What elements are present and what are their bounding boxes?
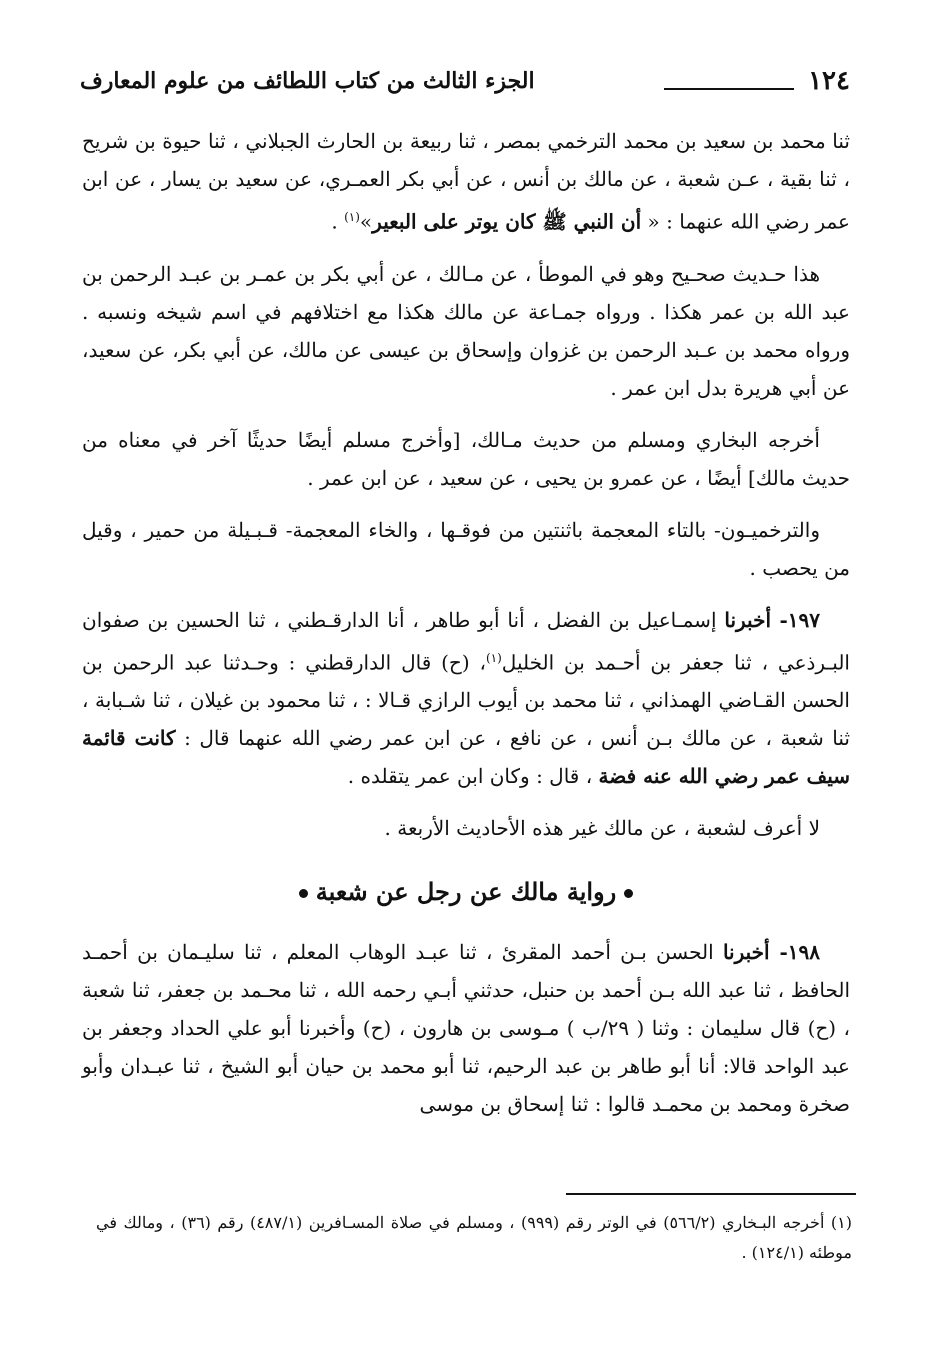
hadith-text-197: كانت قائمة سيف عمر رضي الله عنه فضة bbox=[82, 726, 850, 789]
footnote-1: (١) أخرجه البـخاري (٥٦٦/٢) في الوتر رقم (٩٩٩) ، ومسلم في صلاة المسـافرين (٤٨٧/١) رقم (٣٦) ، ومالك في موطئه (١٢٤/١) . bbox=[96, 1213, 852, 1262]
hadith-number-198: ١٩٨- bbox=[769, 940, 821, 965]
bullet-icon bbox=[299, 889, 308, 898]
footnote-ref-2: (١) bbox=[485, 650, 502, 665]
akhbarana-197: أخبرنا bbox=[724, 607, 772, 632]
header-rule bbox=[664, 88, 794, 90]
hadith-197-isnad: إسمـاعيل بن الفضل ، أنا أبو طاهر ، أنا الدارقـطني ، ثنا الحسين بن صفوان البـرذعي ، ثنا جعفر بن أحـمد بن الخليل bbox=[82, 607, 850, 675]
footnote-rule bbox=[566, 1193, 856, 1195]
closing-quote: » bbox=[359, 209, 373, 234]
akhbarana-198: أخبرنا bbox=[722, 940, 770, 965]
running-title: الجزء الثالث من كتاب اللطائف من علوم المعارف bbox=[80, 68, 535, 94]
section-heading bbox=[82, 873, 850, 911]
footnote-ref-1: (١) bbox=[344, 210, 360, 224]
hadith-197-isnad-cont: ، (ح) قال الدارقطني : وحـدثنا عبد الرحمن بن الحسن القـاضي الهمذاني ، ثنا محمد بن أيوب الرازي قـالا : ، ثنا محمود بن غيلان ، ثنا شـبابة ، ثنا شعبة ، عن مالك بـن أنس ، عن نافع ، عن ابن عمر رضي الله عنهما قال : bbox=[82, 650, 850, 751]
page-number: ١٢٤ bbox=[808, 66, 850, 96]
paragraph-4: والترخميـون- بالتاء المعجمة باثنتين من فوقـها ، والخاء المعجمة- قـبـيلة من حمير ، وقيل من يحصب . bbox=[82, 517, 850, 580]
footnotes bbox=[96, 1208, 852, 1268]
hadith-198-isnad: الحسن بـن أحمد المقرئ ، ثنا عبـد الوهاب المعلم ، ثنا سليـمان بن أحمـد الحافظ ، ثنا عبد الله بـن أحمد بن حنبل، حدثني أبـي رحمه الله ، ثنا محـمد بن جعفر، ثنا شعبة ، (ح) قال سليمان : وثنا ( ٢٩/ب ) مـوسى بن هارون ، (ح) وأخبرنا أبو علي الحداد وجعفر بن عبد الواحد قالا: أنا أبو طاهر بن عبد الرحيم، ثنا أبو محمد بن حيان أبو الشيخ ، ثنا عبـدان وأبو صخرة ومحمد بن محمـد قالوا : ثنا إسحاق بن موسى bbox=[82, 940, 850, 1117]
hadith-197 bbox=[82, 601, 850, 796]
main-text bbox=[82, 122, 850, 1137]
bullet-icon bbox=[624, 889, 633, 898]
paragraph-1 bbox=[82, 122, 850, 241]
hadith-197-end: ، قال : وكان ابن عمر يتقلده . bbox=[347, 764, 599, 789]
hadith-text-1: أن النبي ﷺ كان يوتر على البعير bbox=[372, 209, 642, 234]
paragraph-2: هذا حـديث صحـيح وهو في الموطأ ، عن مـالك ، عن أبي بكر بن عمـر بن عبـد الرحمن بن عبد الله بن عمر هكذا . ورواه جمـاعة عن مالك هكذا مع اختلافهم في اسم شيخه ونسبه . ورواه محمد بن عـبد الرحمن بن غزوان وإسحاق بن عيسى عن مالك، عن أبي بكر، عن سعيد، عن أبي هريرة بدل ابن عمر . bbox=[82, 261, 850, 400]
hadith-198 bbox=[82, 933, 850, 1123]
hadith-number-197: ١٩٧- bbox=[771, 607, 821, 632]
paragraph-3: أخرجه البخاري ومسلم من حديث مـالك، [وأخرج مسلم أيضًا حديثًا آخر في معناه من حديث مالك] أيضًا ، عن عمرو بن يحيى ، عن سعيد ، عن ابن عمر . bbox=[82, 427, 850, 490]
section-title: رواية مالك عن رجل عن شعبة bbox=[315, 877, 617, 907]
paragraph-1-end: . bbox=[331, 209, 345, 234]
paragraph-6: لا أعرف لشعبة ، عن مالك غير هذه الأحاديث الأربعة . bbox=[384, 816, 820, 841]
paragraph-1-text: ثنا محمد بن سعيد بن محمد الترخمي بمصر ، ثنا ربيعة بن الحارث الجبلاني ، ثنا حيوة بن شريح ، ثنا بقية ، عـن شعبة ، عن مالك بن أنس ، عن أبي بكر العمـري، عن سعيد بن يسار ، عن ابن عمر رضي الله عنهما : « bbox=[82, 129, 850, 234]
page-header bbox=[80, 64, 850, 108]
